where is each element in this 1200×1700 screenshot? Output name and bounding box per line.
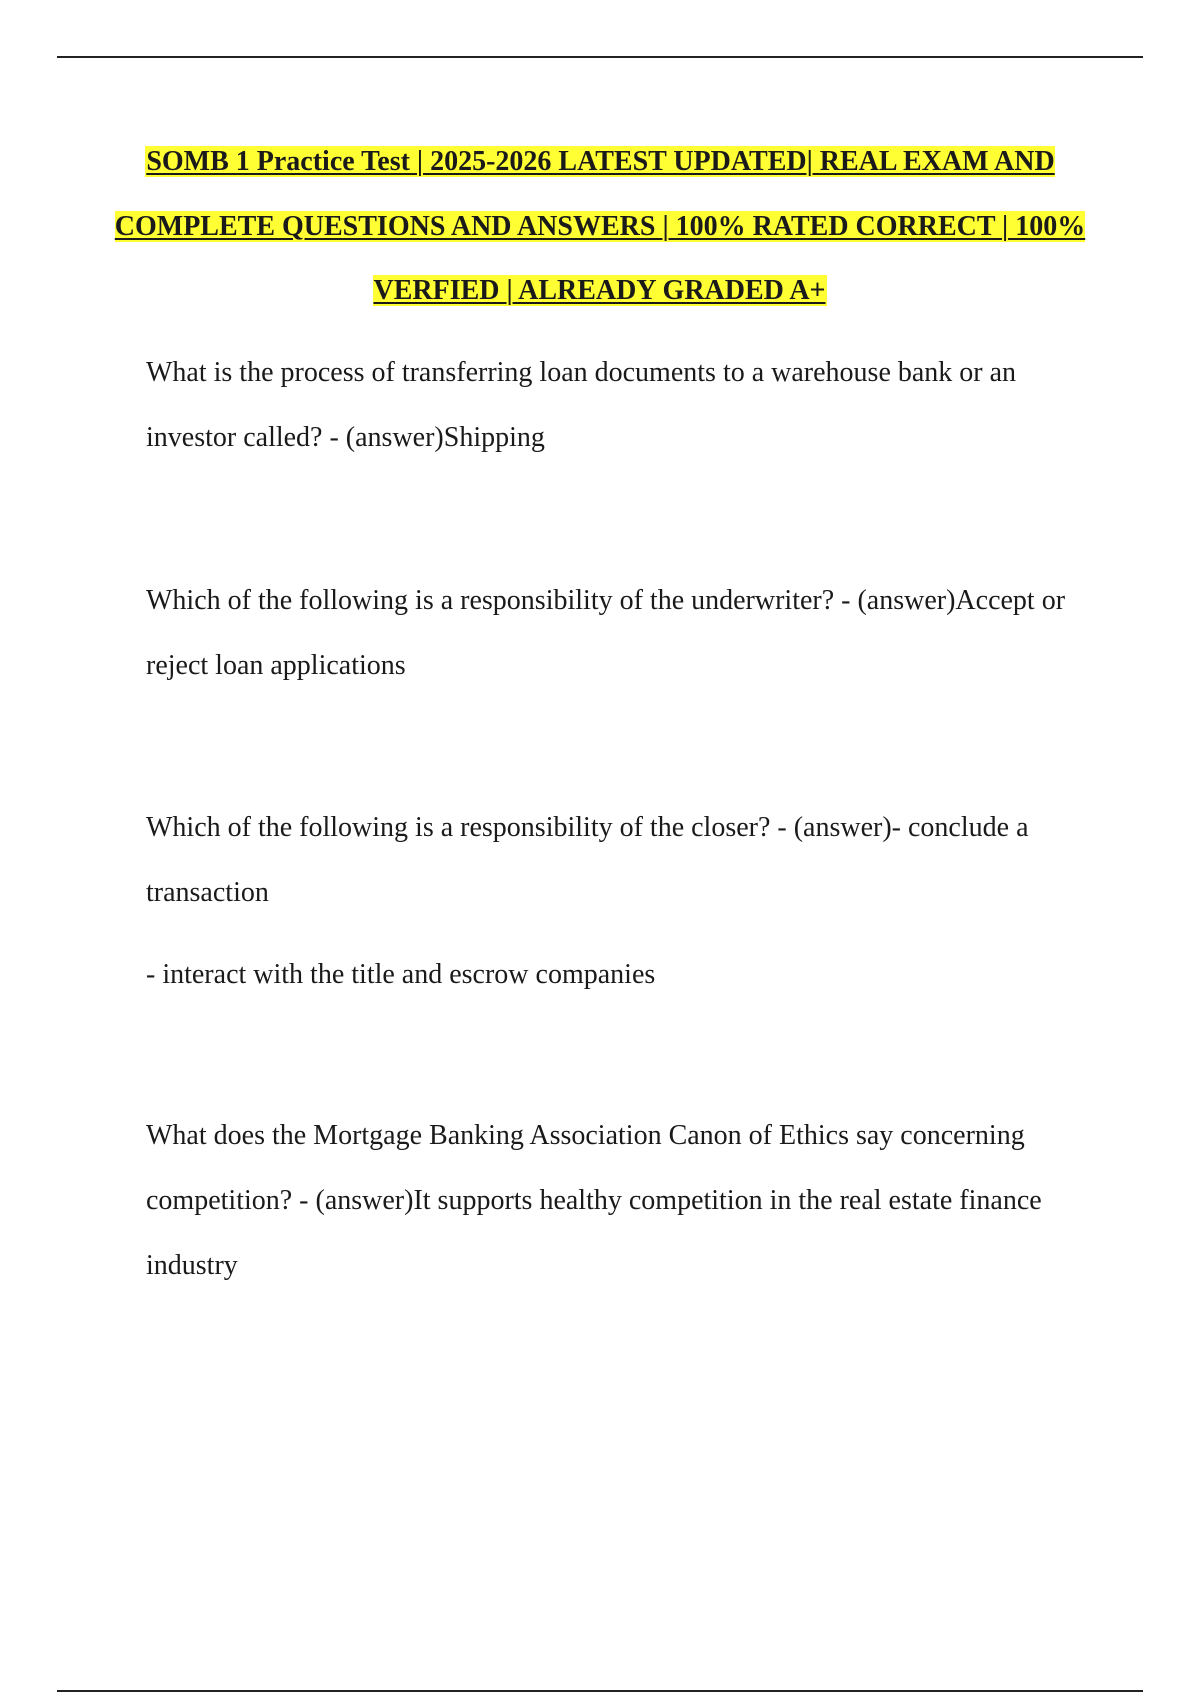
qa-item-ethics: What does the Mortgage Banking Association Canon of Ethics say concerning competition? - (answer)It supports healthy competition in the real estate finance industry xyxy=(146,1120,1042,1281)
title-highlight: SOMB 1 Practice Test | 2025-2026 LATEST UPDATED| REAL EXAM AND COMPLETE QUESTIONS AND ANSWERS | 100% RATED CORRECT | 100% VERFIED | ALREADY GRADED A+ xyxy=(114,146,1086,306)
document-title xyxy=(100,130,1100,324)
qa-item-closer: Which of the following is a responsibility of the closer? - (answer)- conclude a transaction xyxy=(146,812,1029,908)
qa-item-closer-continued: - interact with the title and escrow companies xyxy=(146,959,656,990)
header-rule xyxy=(57,56,1143,58)
qa-item-shipping: What is the process of transferring loan documents to a warehouse bank or an investor called? - (answer)Shipping xyxy=(146,357,1017,453)
footer-rule xyxy=(57,1690,1143,1692)
qa-item-underwriter: Which of the following is a responsibility of the underwriter? - (answer)Accept or reject loan applications xyxy=(146,585,1066,681)
